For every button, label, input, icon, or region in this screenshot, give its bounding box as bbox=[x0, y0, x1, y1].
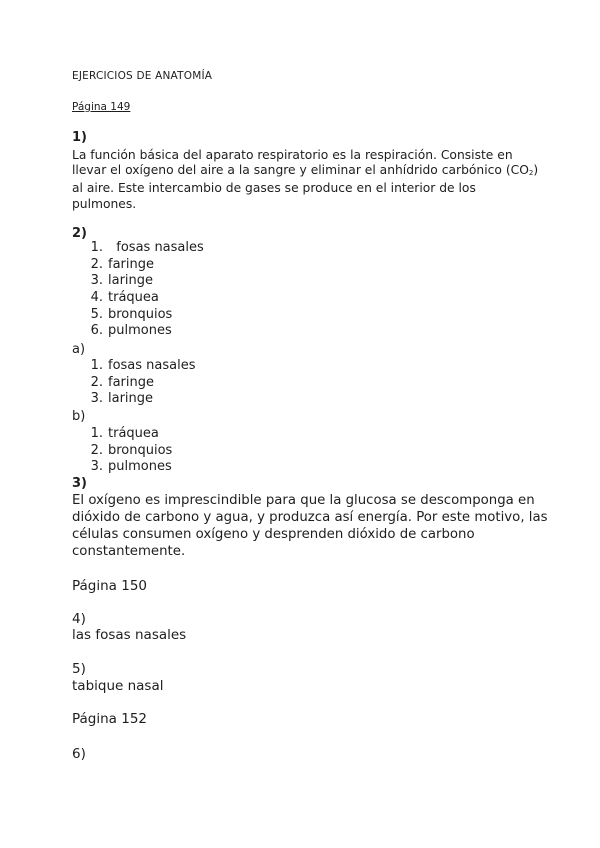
group-b-list-item bbox=[72, 459, 172, 476]
organ-list-item-text: faringe bbox=[108, 256, 154, 272]
group-a-label: a) bbox=[72, 342, 86, 357]
group-b-list-item-number: 1. bbox=[90, 426, 103, 441]
group-a-list-item-text: fosas nasales bbox=[108, 358, 196, 373]
organ-list-item bbox=[72, 323, 204, 340]
group-a-list-item-number: 3. bbox=[90, 391, 103, 407]
group-a-list-item bbox=[72, 375, 196, 392]
group-a-list-item-text: laringe bbox=[108, 391, 154, 407]
organ-list-item-number: 2. bbox=[90, 256, 103, 272]
page-reference-149: Página 149 bbox=[72, 101, 131, 113]
group-a-list-item bbox=[72, 358, 196, 375]
page-reference-150: Página 150 bbox=[72, 578, 148, 594]
page-reference-152: Página 152 bbox=[72, 711, 148, 727]
question-2-label: 2) bbox=[72, 226, 87, 241]
group-a-list-item-number: 2. bbox=[90, 374, 103, 390]
organ-list-item-text: tráquea bbox=[108, 290, 159, 306]
answer-3-paragraph: El oxígeno es imprescindible para que la glucosa se descomponga en dióxido de carbono y agua, y produzca así energía. Por este motivo, las células consumen oxígeno y desprenden dióxido de carbono constantemente. bbox=[72, 493, 548, 559]
co2-subscript: 2 bbox=[528, 169, 534, 178]
group-b-list bbox=[72, 426, 172, 476]
group-b-list-item-number: 2. bbox=[90, 442, 103, 458]
question-1-label: 1) bbox=[72, 130, 87, 145]
group-b-list-item-text: tráquea bbox=[108, 426, 159, 441]
organ-list-item-number: 3. bbox=[90, 273, 103, 289]
question-5-label: 5) bbox=[72, 661, 86, 677]
group-a-list-item-number: 1. bbox=[90, 358, 103, 373]
organ-list-item-text: bronquios bbox=[108, 306, 173, 322]
group-a-list-item-text: faringe bbox=[108, 374, 154, 390]
organ-list-item-number: 1. bbox=[90, 240, 103, 255]
question-4-label: 4) bbox=[72, 611, 86, 627]
group-b-list-item-text: bronquios bbox=[108, 442, 173, 458]
organ-list-item bbox=[72, 290, 204, 307]
answer-1-paragraph bbox=[72, 148, 542, 212]
question-3-label: 3) bbox=[72, 476, 87, 491]
organ-list bbox=[72, 240, 204, 340]
organ-list-item bbox=[72, 240, 204, 257]
organ-list-item-text: fosas nasales bbox=[108, 240, 204, 255]
answer-1-text-a: La función básica del aparato respiratorio es la respiración. Consiste en llevar el oxígeno del aire a la sangre y eliminar el anhídrido carbónico (CO bbox=[72, 148, 529, 178]
group-a-list bbox=[72, 358, 196, 408]
organ-list-item-text: pulmones bbox=[108, 323, 172, 339]
answer-4: las fosas nasales bbox=[72, 627, 187, 643]
group-b-list-item bbox=[72, 426, 172, 443]
answer-1-text-b: ) al aire. Este intercambio de gases se produce en el interior de los pulmones. bbox=[72, 163, 539, 211]
group-b-list-item-number: 3. bbox=[90, 459, 103, 475]
answer-5: tabique nasal bbox=[72, 678, 164, 694]
group-b-list-item-text: pulmones bbox=[108, 459, 172, 475]
organ-list-item bbox=[72, 273, 204, 290]
question-6-label: 6) bbox=[72, 746, 86, 762]
group-a-list-item bbox=[72, 391, 196, 408]
organ-list-item-number: 6. bbox=[90, 323, 103, 339]
organ-list-item bbox=[72, 307, 204, 324]
organ-list-item-text: laringe bbox=[108, 273, 154, 289]
document-title: EJERCICIOS DE ANATOMÍA bbox=[72, 70, 213, 82]
organ-list-item-number: 4. bbox=[90, 290, 103, 306]
organ-list-item bbox=[72, 257, 204, 274]
group-b-label: b) bbox=[72, 409, 86, 424]
group-b-list-item bbox=[72, 443, 172, 460]
organ-list-item-number: 5. bbox=[90, 306, 103, 322]
